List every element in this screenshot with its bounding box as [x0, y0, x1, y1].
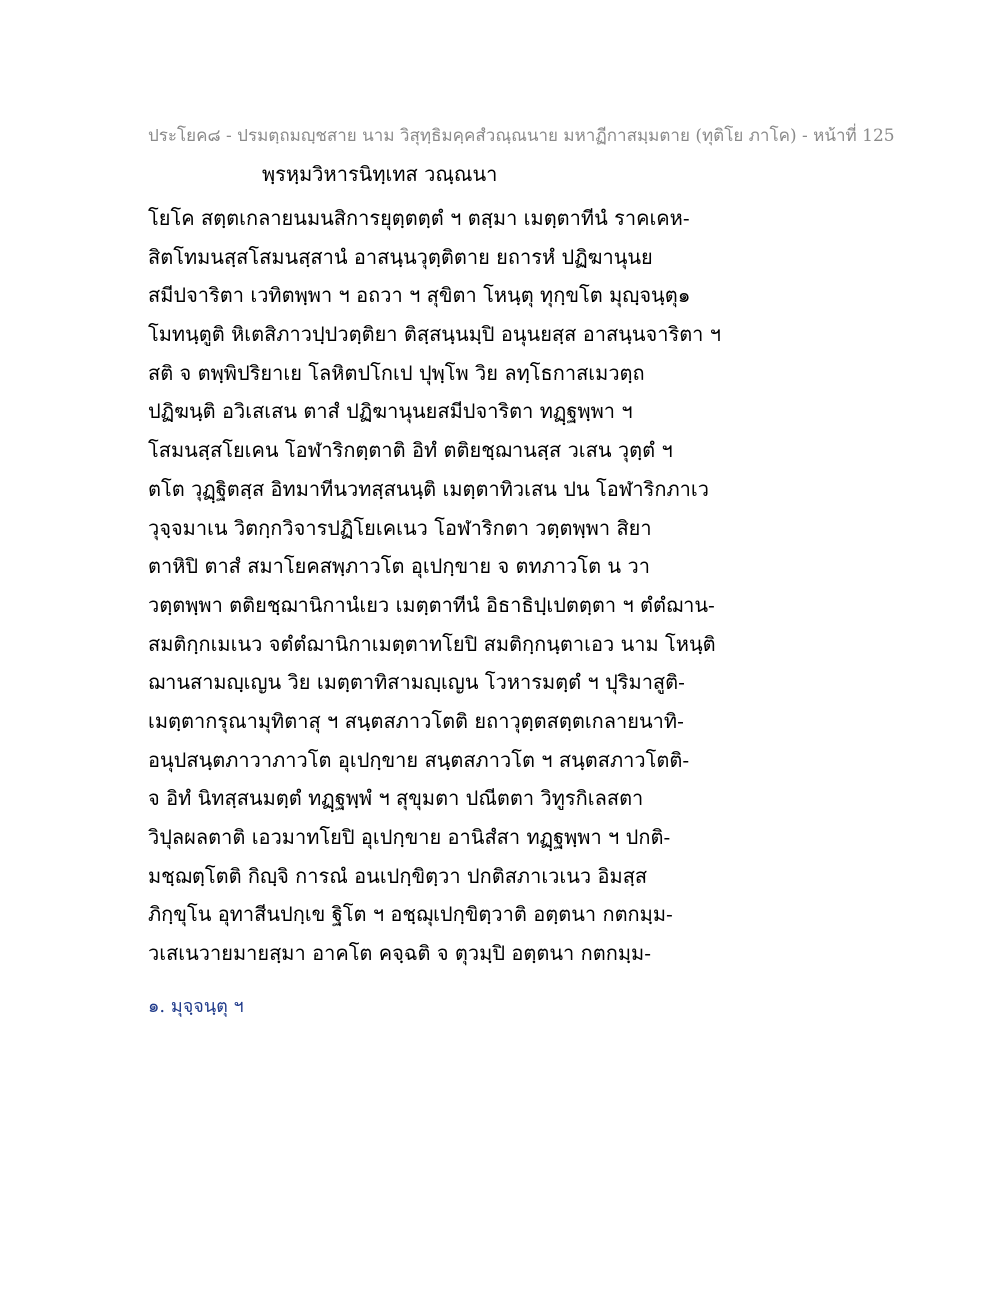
running-header: ประโยค๘ - ปรมตฺถมญฺชสาย นาม วิสุทฺธิมคฺคสํวณฺณนาย มหาฏีกาสมฺมตาย (ทุติโย ภาโค) - หน้าที่ 125 [148, 126, 895, 146]
text-line: โยโค สตฺตเกลายนมนสิการยุตฺตตฺตํ ฯ ตสฺมา เมตฺตาทีนํ ราคเคห- [148, 206, 690, 230]
footnote: ๑. มุจฺจนฺตุ ฯ [148, 996, 244, 1017]
text-line: วิปุลผลตาติ เอวมาทโยปิ อุเปกฺขาย อานิสํสา ทฏฺฐพฺพา ฯ ปกติ- [148, 825, 671, 849]
text-line: จ อิทํ นิทสฺสนมตฺตํ ทฏฺฐพฺพํ ฯ สุขุมตา ปณีตตา วิทูรกิเลสตา [148, 786, 644, 811]
text-line: ภิกฺขุโน อุทาสีนปกฺเข ฐิโต ฯ อชฺฌุเปกฺขิตฺวาติ อตฺตนา กตกมฺม- [148, 902, 673, 927]
text-line: เมตฺตากรุณามุทิตาสุ ฯ สนฺตสภาวโตติ ยถาวุตฺตสตฺตเกลายนาทิ- [148, 708, 684, 733]
text-line: ตาหิปิ ตาสํ สมาโยคสพฺภาวโต อุเปกฺขาย จ ตทภาวโต น วา [148, 554, 650, 579]
text-line: สิตโทมนสฺสโสมนสฺสานํ อาสนฺนวุตฺติตาย ยถารหํ ปฏิฆานุนย [148, 244, 653, 269]
text-line: มชฺฌตฺโตติ กิญฺจิ การณํ อนเปกฺขิตฺวา ปกติสภาเวเนว อิมสฺส [148, 863, 648, 888]
text-line: ฌานสามญฺเญน วิย เมตฺตาทิสามญฺเญน โวหารมตฺตํ ฯ ปุริมาสูติ- [148, 670, 685, 695]
body-text [148, 199, 868, 973]
text-line: วเสเนวายมายสฺมา อาคโต คจฺฉติ จ ตุวมฺปิ อตฺตนา กตกมฺม- [148, 941, 651, 966]
text-line: อนุปสนฺตภาวาภาวโต อุเปกฺขาย สนฺตสภาวโต ฯ สนฺตสภาวโตติ- [148, 747, 690, 772]
section-title: พฺรหฺมวิหารนิทฺเทส วณฺณนา [262, 162, 498, 186]
text-line: ปฏิฆนฺติ อวิเสเสน ตาสํ ปฏิฆานุนยสมีปจาริตา ทฏฺฐพฺพา ฯ [148, 399, 633, 424]
text-line: ตโต วุฏฺฐิตสฺส อิทมาทีนวทสฺสนนฺติ เมตฺตาทิวเสน ปน โอฬาริกภาเว [148, 476, 709, 501]
text-line: วตฺตพฺพา ตติยชฺฌานิกานํเยว เมตฺตาทีนํ อิธาธิปฺเปตตฺตา ฯ ตํตํฌาน- [148, 592, 715, 617]
text-line: วุจฺจมาเน วิตกฺกวิจารปฏิโยเคเนว โอฬาริกตา วตฺตพฺพา สิยา [148, 515, 652, 540]
text-line: สติ จ ตพฺพิปริยาเย โลหิตปโกเป ปุพฺโพ วิย ลทฺโธกาสเมวตฺถ [148, 360, 645, 385]
text-line: สมติกฺกเมเนว จตํตํฌานิกาเมตฺตาทโยปิ สมติกฺกนฺตาเอว นาม โหนฺติ [148, 631, 716, 656]
text-line: สมีปจาริตา เวทิตพฺพา ฯ อถวา ฯ สุขิตา โหนฺตุ ทุกฺขโต มุญฺจนฺตุ๑ [148, 283, 691, 308]
text-line: โสมนสฺสโยเคน โอฬาริกตฺตาติ อิทํ ตติยชฺฌานสฺส วเสน วุตฺตํ ฯ [148, 438, 673, 463]
text-line: โมทนฺตูติ หิเตสิภาวปฺปวตฺติยา ติสฺสนฺนมฺปิ อนุนยสฺส อาสนฺนจาริตา ฯ [148, 322, 721, 347]
